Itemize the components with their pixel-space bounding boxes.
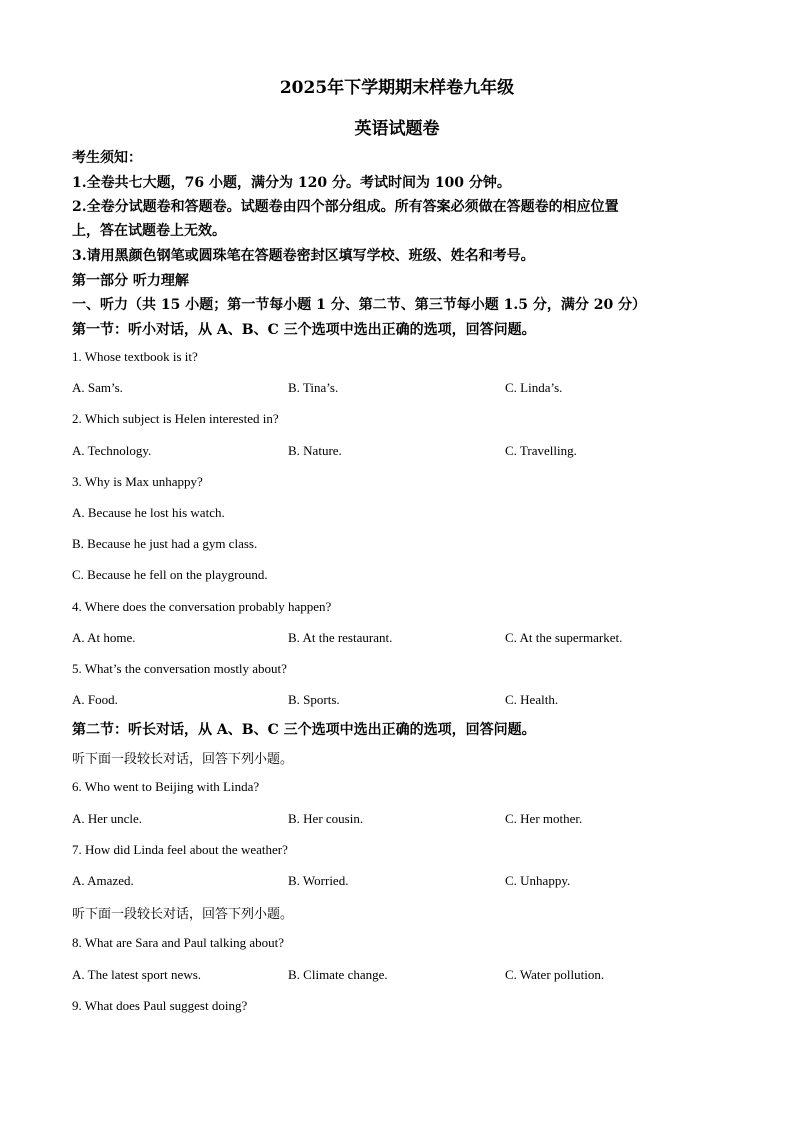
question-1: 1. Whose textbook is it? <box>72 349 198 364</box>
question-4-option-c: C. At the supermarket. <box>505 630 623 645</box>
question-2-option-b: B. Nature. <box>288 443 342 458</box>
question-3: 3. Why is Max unhappy? <box>72 474 203 489</box>
notice-item-2-line-1: 2.全卷分试题卷和答题卷。试题卷由四个部分组成。所有答案必须做在答题卷的相应位置 <box>72 199 619 215</box>
question-8-option-a: A. The latest sport news. <box>72 967 202 982</box>
question-4-option-a: A. At home. <box>72 630 136 645</box>
page-title: 2025年下学期期末样卷九年级 <box>279 78 515 98</box>
question-3-option-a: A. Because he lost his watch. <box>72 505 225 520</box>
question-6-option-c: C. Her mother. <box>505 811 583 826</box>
question-5: 5. What’s the conversation mostly about? <box>72 661 287 676</box>
question-8: 8. What are Sara and Paul talking about? <box>72 935 285 950</box>
question-1-option-c: C. Linda’s. <box>505 380 563 395</box>
listening-section-title: 一、听力（共 15 小题；第一节每小题 1 分、第二节、第三节每小题 1.5 分，满分 20 分） <box>72 297 647 313</box>
question-5-option-b: B. Sports. <box>288 692 340 707</box>
question-2: 2. Which subject is Helen interested in? <box>72 411 279 426</box>
question-6-option-b: B. Her cousin. <box>288 811 364 826</box>
question-1-option-b: B. Tina’s. <box>288 380 339 395</box>
question-4-option-b: B. At the restaurant. <box>288 630 393 645</box>
question-5-option-a: A. Food. <box>72 692 118 707</box>
question-1-option-a: A. Sam’s. <box>72 380 123 395</box>
question-4: 4. Where does the conversation probably happen? <box>72 599 332 614</box>
question-2-option-a: A. Technology. <box>72 443 152 458</box>
notice-item-1: 1.全卷共七大题，76 小题，满分为 120 分。考试时间为 100 分钟。 <box>72 175 511 191</box>
section-2-instruction: 第二节：听长对话，从 A、B、C 三个选项中选出正确的选项，回答问题。 <box>72 722 536 738</box>
long-dialogue-instruction-2: 听下面一段较长对话，回答下列小题。 <box>72 907 294 922</box>
section-1-instruction: 第一节：听小对话，从 A、B、C 三个选项中选出正确的选项，回答问题。 <box>72 322 536 338</box>
part1-title: 第一部分 听力理解 <box>72 273 189 289</box>
question-3-option-c: C. Because he fell on the playground. <box>72 567 268 582</box>
question-5-option-c: C. Health. <box>505 692 559 707</box>
question-7-option-c: C. Unhappy. <box>505 873 571 888</box>
question-3-option-b: B. Because he just had a gym class. <box>72 536 258 551</box>
question-2-option-c: C. Travelling. <box>505 443 577 458</box>
question-9: 9. What does Paul suggest doing? <box>72 998 248 1013</box>
question-8-option-b: B. Climate change. <box>288 967 388 982</box>
question-7-option-b: B. Worried. <box>288 873 349 888</box>
page-subtitle: 英语试题卷 <box>354 119 440 139</box>
notice-item-2-line-2: 上，答在试题卷上无效。 <box>72 223 226 239</box>
question-6: 6. Who went to Beijing with Linda? <box>72 779 260 794</box>
long-dialogue-instruction-1: 听下面一段较长对话，回答下列小题。 <box>72 752 294 767</box>
question-6-option-a: A. Her uncle. <box>72 811 143 826</box>
notice-item-3: 3.请用黑颜色钢笔或圆珠笔在答题卷密封区填写学校、班级、姓名和考号。 <box>72 248 535 264</box>
question-8-option-c: C. Water pollution. <box>505 967 605 982</box>
question-7-option-a: A. Amazed. <box>72 873 134 888</box>
question-7: 7. How did Linda feel about the weather? <box>72 842 288 857</box>
notice-heading: 考生须知： <box>72 150 142 166</box>
